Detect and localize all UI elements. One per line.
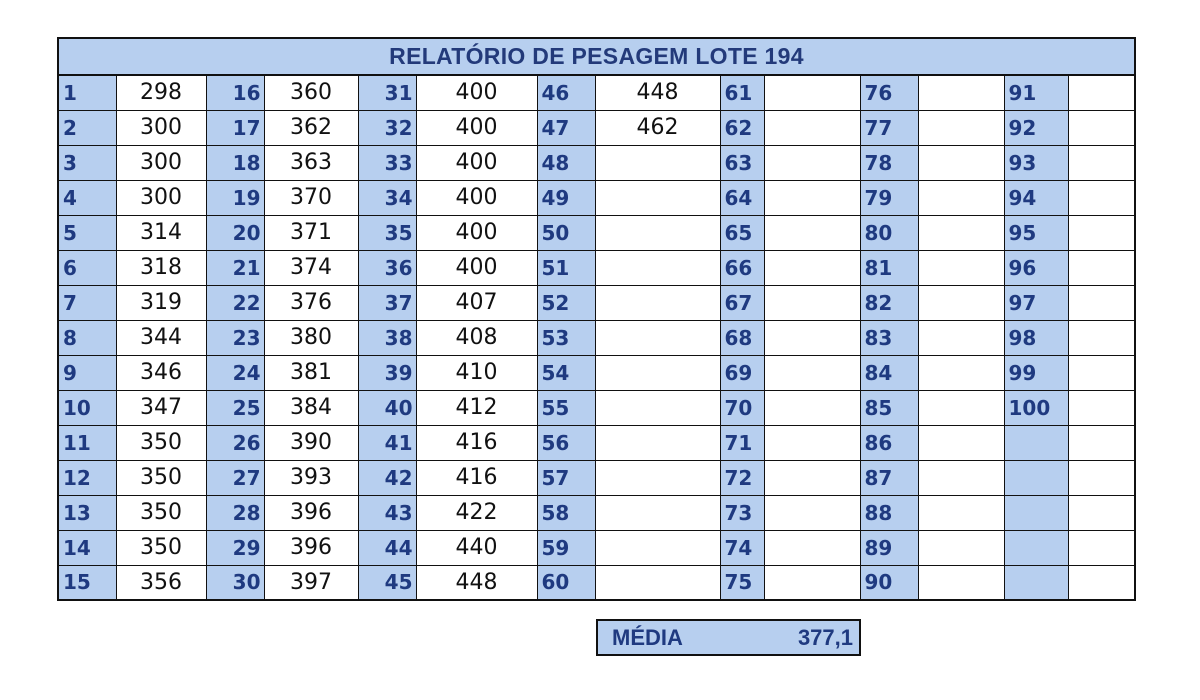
weight-value xyxy=(595,320,720,355)
animal-number: 1 xyxy=(58,75,116,110)
weight-value xyxy=(764,530,860,565)
weight-value xyxy=(918,460,1004,495)
animal-number: 99 xyxy=(1004,355,1068,390)
animal-number: 19 xyxy=(206,180,264,215)
animal-number: 87 xyxy=(860,460,918,495)
weight-value: 314 xyxy=(116,215,206,250)
animal-number: 74 xyxy=(720,530,764,565)
animal-number: 4 xyxy=(58,180,116,215)
weight-value xyxy=(764,355,860,390)
weight-value xyxy=(1068,110,1135,145)
weight-value xyxy=(1068,250,1135,285)
weight-value xyxy=(764,495,860,530)
animal-number: 90 xyxy=(860,565,918,600)
weight-value: 400 xyxy=(416,180,537,215)
weight-value xyxy=(1068,180,1135,215)
animal-number: 98 xyxy=(1004,320,1068,355)
animal-number: 7 xyxy=(58,285,116,320)
weight-value: 400 xyxy=(416,75,537,110)
weight-value: 397 xyxy=(264,565,358,600)
animal-number: 18 xyxy=(206,145,264,180)
weight-value xyxy=(595,180,720,215)
weight-value xyxy=(764,250,860,285)
animal-number: 92 xyxy=(1004,110,1068,145)
data-row xyxy=(58,425,1135,460)
data-row xyxy=(58,145,1135,180)
animal-number: 76 xyxy=(860,75,918,110)
weight-value: 374 xyxy=(264,250,358,285)
weight-value xyxy=(595,425,720,460)
animal-number: 35 xyxy=(358,215,416,250)
animal-number: 29 xyxy=(206,530,264,565)
animal-number: 79 xyxy=(860,180,918,215)
weight-value xyxy=(918,565,1004,600)
animal-number: 20 xyxy=(206,215,264,250)
data-row xyxy=(58,285,1135,320)
report-title: RELATÓRIO DE PESAGEM LOTE 194 xyxy=(58,38,1135,75)
data-row xyxy=(58,215,1135,250)
data-row xyxy=(58,390,1135,425)
weight-value xyxy=(918,250,1004,285)
weight-value: 360 xyxy=(264,75,358,110)
weight-value xyxy=(1068,355,1135,390)
animal-number: 49 xyxy=(537,180,595,215)
weight-value: 346 xyxy=(116,355,206,390)
weight-value xyxy=(1068,495,1135,530)
weight-value: 412 xyxy=(416,390,537,425)
animal-number: 15 xyxy=(58,565,116,600)
average-label: MÉDIA xyxy=(612,625,683,650)
weight-value xyxy=(1068,530,1135,565)
weight-value xyxy=(1068,75,1135,110)
weight-value xyxy=(764,75,860,110)
data-row xyxy=(58,180,1135,215)
weighing-table xyxy=(57,37,1136,601)
weight-value: 400 xyxy=(416,215,537,250)
weight-value: 422 xyxy=(416,495,537,530)
weight-value xyxy=(918,390,1004,425)
animal-number: 64 xyxy=(720,180,764,215)
weight-value xyxy=(764,390,860,425)
animal-number: 85 xyxy=(860,390,918,425)
animal-number: 65 xyxy=(720,215,764,250)
weight-value xyxy=(1068,320,1135,355)
weight-value xyxy=(595,250,720,285)
weight-value xyxy=(595,565,720,600)
animal-number: 38 xyxy=(358,320,416,355)
weight-value xyxy=(595,285,720,320)
weight-value: 376 xyxy=(264,285,358,320)
animal-number: 50 xyxy=(537,215,595,250)
weight-value: 300 xyxy=(116,110,206,145)
weight-value: 390 xyxy=(264,425,358,460)
animal-number xyxy=(1004,565,1068,600)
animal-number: 11 xyxy=(58,425,116,460)
weight-value xyxy=(1068,460,1135,495)
animal-number: 22 xyxy=(206,285,264,320)
weight-value: 363 xyxy=(264,145,358,180)
animal-number: 2 xyxy=(58,110,116,145)
data-row xyxy=(58,250,1135,285)
data-row xyxy=(58,355,1135,390)
animal-number: 80 xyxy=(860,215,918,250)
weight-value xyxy=(764,320,860,355)
animal-number: 53 xyxy=(537,320,595,355)
animal-number: 61 xyxy=(720,75,764,110)
animal-number: 70 xyxy=(720,390,764,425)
animal-number: 27 xyxy=(206,460,264,495)
weight-value: 381 xyxy=(264,355,358,390)
weight-value xyxy=(918,285,1004,320)
weight-value: 408 xyxy=(416,320,537,355)
weight-value xyxy=(1068,285,1135,320)
animal-number: 82 xyxy=(860,285,918,320)
animal-number: 95 xyxy=(1004,215,1068,250)
weight-value: 416 xyxy=(416,460,537,495)
animal-number: 97 xyxy=(1004,285,1068,320)
animal-number: 13 xyxy=(58,495,116,530)
animal-number: 91 xyxy=(1004,75,1068,110)
weight-value xyxy=(764,215,860,250)
animal-number: 51 xyxy=(537,250,595,285)
animal-number: 31 xyxy=(358,75,416,110)
animal-number: 23 xyxy=(206,320,264,355)
weight-value xyxy=(764,460,860,495)
animal-number: 3 xyxy=(58,145,116,180)
weight-value: 410 xyxy=(416,355,537,390)
animal-number: 33 xyxy=(358,145,416,180)
data-row xyxy=(58,460,1135,495)
data-row xyxy=(58,565,1135,600)
weight-value xyxy=(764,425,860,460)
animal-number: 69 xyxy=(720,355,764,390)
animal-number: 45 xyxy=(358,565,416,600)
animal-number: 30 xyxy=(206,565,264,600)
animal-number: 21 xyxy=(206,250,264,285)
animal-number: 24 xyxy=(206,355,264,390)
weight-value: 319 xyxy=(116,285,206,320)
animal-number: 83 xyxy=(860,320,918,355)
animal-number: 9 xyxy=(58,355,116,390)
animal-number: 93 xyxy=(1004,145,1068,180)
data-row xyxy=(58,110,1135,145)
animal-number: 96 xyxy=(1004,250,1068,285)
animal-number: 37 xyxy=(358,285,416,320)
title-row xyxy=(58,38,1135,75)
weight-value: 350 xyxy=(116,530,206,565)
animal-number: 6 xyxy=(58,250,116,285)
weight-value xyxy=(918,530,1004,565)
weight-value: 396 xyxy=(264,495,358,530)
weight-value xyxy=(918,355,1004,390)
weight-value: 300 xyxy=(116,145,206,180)
animal-number: 32 xyxy=(358,110,416,145)
animal-number: 8 xyxy=(58,320,116,355)
animal-number: 100 xyxy=(1004,390,1068,425)
animal-number: 75 xyxy=(720,565,764,600)
animal-number: 34 xyxy=(358,180,416,215)
animal-number: 57 xyxy=(537,460,595,495)
weight-value: 380 xyxy=(264,320,358,355)
animal-number: 12 xyxy=(58,460,116,495)
weight-value: 350 xyxy=(116,495,206,530)
data-row xyxy=(58,320,1135,355)
animal-number xyxy=(1004,495,1068,530)
animal-number: 46 xyxy=(537,75,595,110)
animal-number: 72 xyxy=(720,460,764,495)
weight-value xyxy=(764,110,860,145)
animal-number: 36 xyxy=(358,250,416,285)
animal-number: 14 xyxy=(58,530,116,565)
weight-value xyxy=(764,145,860,180)
weight-value xyxy=(918,75,1004,110)
weight-value: 362 xyxy=(264,110,358,145)
animal-number: 5 xyxy=(58,215,116,250)
animal-number: 77 xyxy=(860,110,918,145)
weight-value xyxy=(918,110,1004,145)
weight-value xyxy=(1068,215,1135,250)
weight-value: 400 xyxy=(416,110,537,145)
animal-number: 67 xyxy=(720,285,764,320)
animal-number: 68 xyxy=(720,320,764,355)
weight-value xyxy=(918,145,1004,180)
animal-number: 52 xyxy=(537,285,595,320)
weight-value: 393 xyxy=(264,460,358,495)
weight-value: 350 xyxy=(116,425,206,460)
weight-value xyxy=(595,145,720,180)
animal-number: 10 xyxy=(58,390,116,425)
weight-value: 347 xyxy=(116,390,206,425)
weight-value: 384 xyxy=(264,390,358,425)
weight-value xyxy=(918,180,1004,215)
weight-value xyxy=(764,565,860,600)
weight-value xyxy=(918,425,1004,460)
weight-value: 462 xyxy=(595,110,720,145)
weight-value xyxy=(595,355,720,390)
weight-value xyxy=(918,215,1004,250)
animal-number: 48 xyxy=(537,145,595,180)
animal-number: 62 xyxy=(720,110,764,145)
weight-value xyxy=(764,180,860,215)
animal-number: 47 xyxy=(537,110,595,145)
weight-value xyxy=(595,530,720,565)
animal-number: 42 xyxy=(358,460,416,495)
weight-value: 298 xyxy=(116,75,206,110)
animal-number: 44 xyxy=(358,530,416,565)
animal-number: 73 xyxy=(720,495,764,530)
weight-value: 344 xyxy=(116,320,206,355)
weight-value xyxy=(1068,425,1135,460)
weight-value: 356 xyxy=(116,565,206,600)
animal-number: 40 xyxy=(358,390,416,425)
weight-value: 400 xyxy=(416,250,537,285)
animal-number: 17 xyxy=(206,110,264,145)
animal-number: 66 xyxy=(720,250,764,285)
average-value: 377,1 xyxy=(797,625,853,650)
animal-number: 59 xyxy=(537,530,595,565)
weight-value xyxy=(1068,565,1135,600)
weight-value: 448 xyxy=(416,565,537,600)
average-box xyxy=(596,619,861,656)
animal-number: 43 xyxy=(358,495,416,530)
animal-number: 89 xyxy=(860,530,918,565)
weight-value: 300 xyxy=(116,180,206,215)
data-row xyxy=(58,75,1135,110)
animal-number: 56 xyxy=(537,425,595,460)
animal-number: 86 xyxy=(860,425,918,460)
animal-number: 88 xyxy=(860,495,918,530)
animal-number: 58 xyxy=(537,495,595,530)
data-row xyxy=(58,495,1135,530)
animal-number: 78 xyxy=(860,145,918,180)
animal-number xyxy=(1004,530,1068,565)
animal-number: 54 xyxy=(537,355,595,390)
weight-value xyxy=(595,495,720,530)
animal-number: 41 xyxy=(358,425,416,460)
animal-number: 84 xyxy=(860,355,918,390)
animal-number: 81 xyxy=(860,250,918,285)
weight-value xyxy=(1068,390,1135,425)
weight-value: 350 xyxy=(116,460,206,495)
animal-number: 39 xyxy=(358,355,416,390)
animal-number: 16 xyxy=(206,75,264,110)
weight-value xyxy=(918,320,1004,355)
weight-value: 318 xyxy=(116,250,206,285)
weight-value xyxy=(918,495,1004,530)
animal-number: 26 xyxy=(206,425,264,460)
animal-number: 60 xyxy=(537,565,595,600)
animal-number: 94 xyxy=(1004,180,1068,215)
weight-value xyxy=(595,390,720,425)
animal-number: 71 xyxy=(720,425,764,460)
weight-value: 370 xyxy=(264,180,358,215)
animal-number: 28 xyxy=(206,495,264,530)
weight-value: 371 xyxy=(264,215,358,250)
weight-value: 440 xyxy=(416,530,537,565)
animal-number xyxy=(1004,460,1068,495)
weight-value: 448 xyxy=(595,75,720,110)
weight-value: 396 xyxy=(264,530,358,565)
weight-value xyxy=(595,215,720,250)
weight-value xyxy=(1068,145,1135,180)
weight-value: 416 xyxy=(416,425,537,460)
animal-number xyxy=(1004,425,1068,460)
weight-value xyxy=(764,285,860,320)
weight-value: 407 xyxy=(416,285,537,320)
animal-number: 55 xyxy=(537,390,595,425)
animal-number: 25 xyxy=(206,390,264,425)
animal-number: 63 xyxy=(720,145,764,180)
data-row xyxy=(58,530,1135,565)
weight-value xyxy=(595,460,720,495)
weight-value: 400 xyxy=(416,145,537,180)
